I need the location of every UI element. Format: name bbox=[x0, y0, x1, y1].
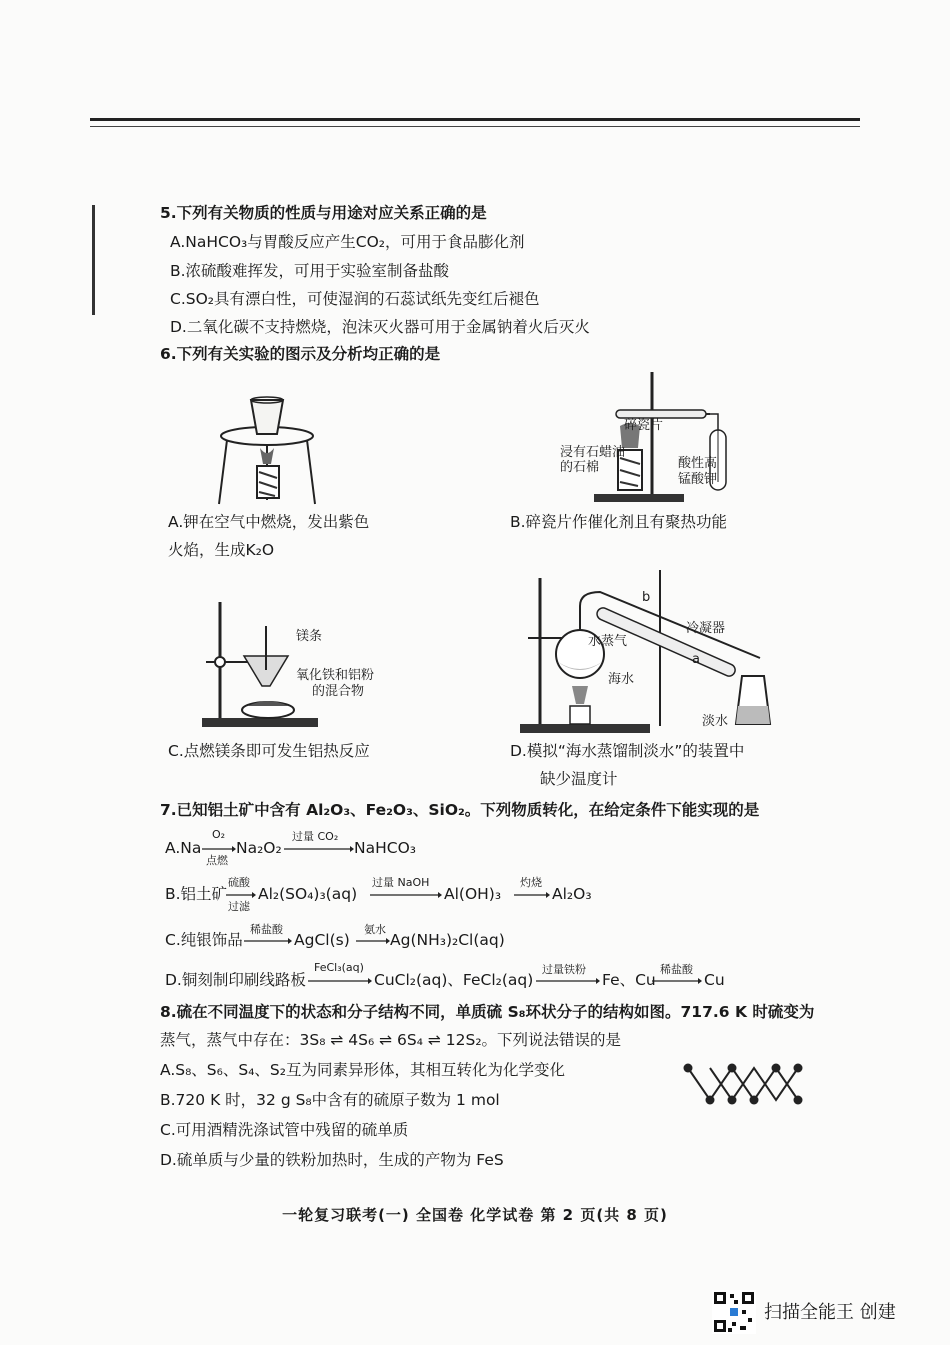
q7-a-na2o2: Na₂O₂ bbox=[236, 839, 282, 857]
q8-option-a: A.S₈、S₆、S₄、S₂互为同素异形体，其相互转化为化学变化 bbox=[160, 1061, 565, 1079]
q6-option-b: B.碎瓷片作催化剂且有聚热功能 bbox=[510, 513, 728, 531]
label-mg-ribbon: 镁条 bbox=[296, 629, 323, 644]
q7-c-complex: Ag(NH₃)₂Cl(aq) bbox=[390, 931, 505, 949]
q7-c-silver: C.纯银饰品 bbox=[165, 931, 243, 949]
label-steam: 水蒸气 bbox=[588, 634, 628, 649]
q8-option-b: B.720 K 时，32 g S₈中含有的硫原子数为 1 mol bbox=[160, 1091, 500, 1109]
figure-b-paraffin-cracking bbox=[590, 370, 740, 505]
q7-c-cond1-top: 稀盐酸 bbox=[250, 923, 283, 936]
arrow-icon bbox=[356, 938, 390, 944]
label-paraffin-2: 的石棉 bbox=[560, 460, 600, 475]
margin-mark bbox=[92, 205, 95, 315]
q5-option-a: A.NaHCO₃与胃酸反应产生CO₂，可用于食品膨化剂 bbox=[170, 233, 525, 251]
q7-a-na: A.Na bbox=[165, 839, 202, 857]
q7-d-solution: CuCl₂(aq)、FeCl₂(aq) bbox=[374, 971, 534, 989]
q5-stem: 5.下列有关物质的性质与用途对应关系正确的是 bbox=[160, 204, 487, 222]
label-a: a bbox=[692, 652, 700, 667]
arrow-icon bbox=[244, 938, 292, 944]
q8-option-c: C.可用酒精洗涤试管中残留的硫单质 bbox=[160, 1121, 409, 1139]
q8-stem-line2: 蒸气，蒸气中存在：3S₈ ⇌ 4S₆ ⇌ 6S₄ ⇌ 12S₂。下列说法错误的是 bbox=[160, 1031, 622, 1049]
q7-d-board: D.铜刻制印刷线路板 bbox=[165, 971, 306, 989]
page-footer: 一轮复习联考(一) 全国卷 化学试卷 第 2 页(共 8 页) bbox=[282, 1206, 668, 1224]
label-mixture-2: 的混合物 bbox=[312, 684, 365, 699]
q7-b-al2o3: Al₂O₃ bbox=[552, 885, 592, 903]
label-kmno4-2: 锰酸钾 bbox=[678, 472, 718, 487]
q6-option-d-line1: D.模拟“海水蒸馏制淡水”的装置中 bbox=[510, 742, 745, 760]
q8-option-d: D.硫单质与少量的铁粉加热时，生成的产物为 FeS bbox=[160, 1151, 504, 1169]
q7-d-cu: Cu bbox=[704, 971, 725, 989]
q7-b-cond2-top: 过量 NaOH bbox=[372, 876, 430, 889]
label-paraffin-1: 浸有石蜡油 bbox=[560, 445, 626, 460]
label-mixture-1: 氧化铁和铝粉 bbox=[296, 668, 375, 683]
q7-d-fecu: Fe、Cu bbox=[602, 971, 656, 989]
q7-stem: 7.已知铝土矿中含有 Al₂O₃、Fe₂O₃、SiO₂。下列物质转化，在给定条件下能实现的是 bbox=[160, 801, 760, 819]
arrow-icon bbox=[514, 892, 550, 898]
q7-b-cond1-bottom: 过滤 bbox=[228, 900, 250, 913]
q5-option-b: B.浓硫酸难挥发，可用于实验室制备盐酸 bbox=[170, 262, 450, 280]
q6-option-c: C.点燃镁条即可发生铝热反应 bbox=[168, 742, 370, 760]
q7-d-cond2-top: 过量铁粉 bbox=[542, 963, 586, 976]
q7-a-nahco3: NaHCO₃ bbox=[354, 839, 416, 857]
q5-option-c: C.SO₂具有漂白性，可使湿润的石蕊试纸先变红后褪色 bbox=[170, 290, 540, 308]
q7-c-cond2-top: 氨水 bbox=[364, 923, 386, 936]
s8-ring-structure bbox=[680, 1060, 820, 1110]
arrow-icon bbox=[652, 978, 702, 984]
q5-option-d: D.二氧化碳不支持燃烧，泡沫灭火器可用于金属钠着火后灭火 bbox=[170, 318, 590, 336]
q6-stem: 6.下列有关实验的图示及分析均正确的是 bbox=[160, 345, 441, 363]
q7-b-cond3-top: 灼烧 bbox=[520, 876, 542, 889]
arrow-icon bbox=[536, 978, 600, 984]
q7-b-aloh3: Al(OH)₃ bbox=[444, 885, 502, 903]
q7-b-cond1-top: 硫酸 bbox=[228, 876, 250, 889]
qr-code-icon bbox=[712, 1290, 756, 1334]
q7-a-cond1-bottom: 点燃 bbox=[206, 854, 228, 867]
header-rule bbox=[90, 118, 860, 121]
header-rule-thin bbox=[90, 126, 860, 127]
label-seawater: 海水 bbox=[608, 672, 635, 687]
q7-a-cond2-top: 过量 CO₂ bbox=[292, 830, 339, 843]
q6-option-a-line1: A.钾在空气中燃烧，发出紫色 bbox=[168, 513, 370, 531]
label-condenser: 冷凝器 bbox=[686, 621, 726, 636]
q7-a-cond1-top: O₂ bbox=[212, 828, 226, 841]
q7-d-cond1-top: FeCl₃(aq) bbox=[314, 961, 364, 974]
q7-b-al2so43: Al₂(SO₄)₃(aq) bbox=[258, 885, 358, 903]
arrow-icon bbox=[370, 892, 442, 898]
arrow-icon bbox=[284, 846, 354, 852]
q6-option-a-line2: 火焰，生成K₂O bbox=[168, 541, 275, 559]
q8-stem-line1: 8.硫在不同温度下的状态和分子结构不同，单质硫 S₈环状分子的结构如图。717.6 K 时硫变为 bbox=[160, 1003, 815, 1021]
scanner-watermark: 扫描全能王 创建 bbox=[764, 1302, 896, 1323]
arrow-icon bbox=[308, 978, 372, 984]
label-kmno4-1: 酸性高 bbox=[678, 456, 718, 471]
figure-a-crucible-apparatus bbox=[215, 388, 325, 508]
q7-d-cond3-top: 稀盐酸 bbox=[660, 963, 693, 976]
label-b: b bbox=[642, 590, 651, 605]
q7-c-agcl: AgCl(s) bbox=[294, 931, 350, 949]
q6-option-d-line2: 缺少温度计 bbox=[540, 770, 618, 788]
q7-b-bauxite: B.铝土矿 bbox=[165, 885, 228, 903]
label-porcelain: 碎瓷片 bbox=[624, 418, 664, 433]
label-freshwater: 淡水 bbox=[702, 714, 729, 729]
